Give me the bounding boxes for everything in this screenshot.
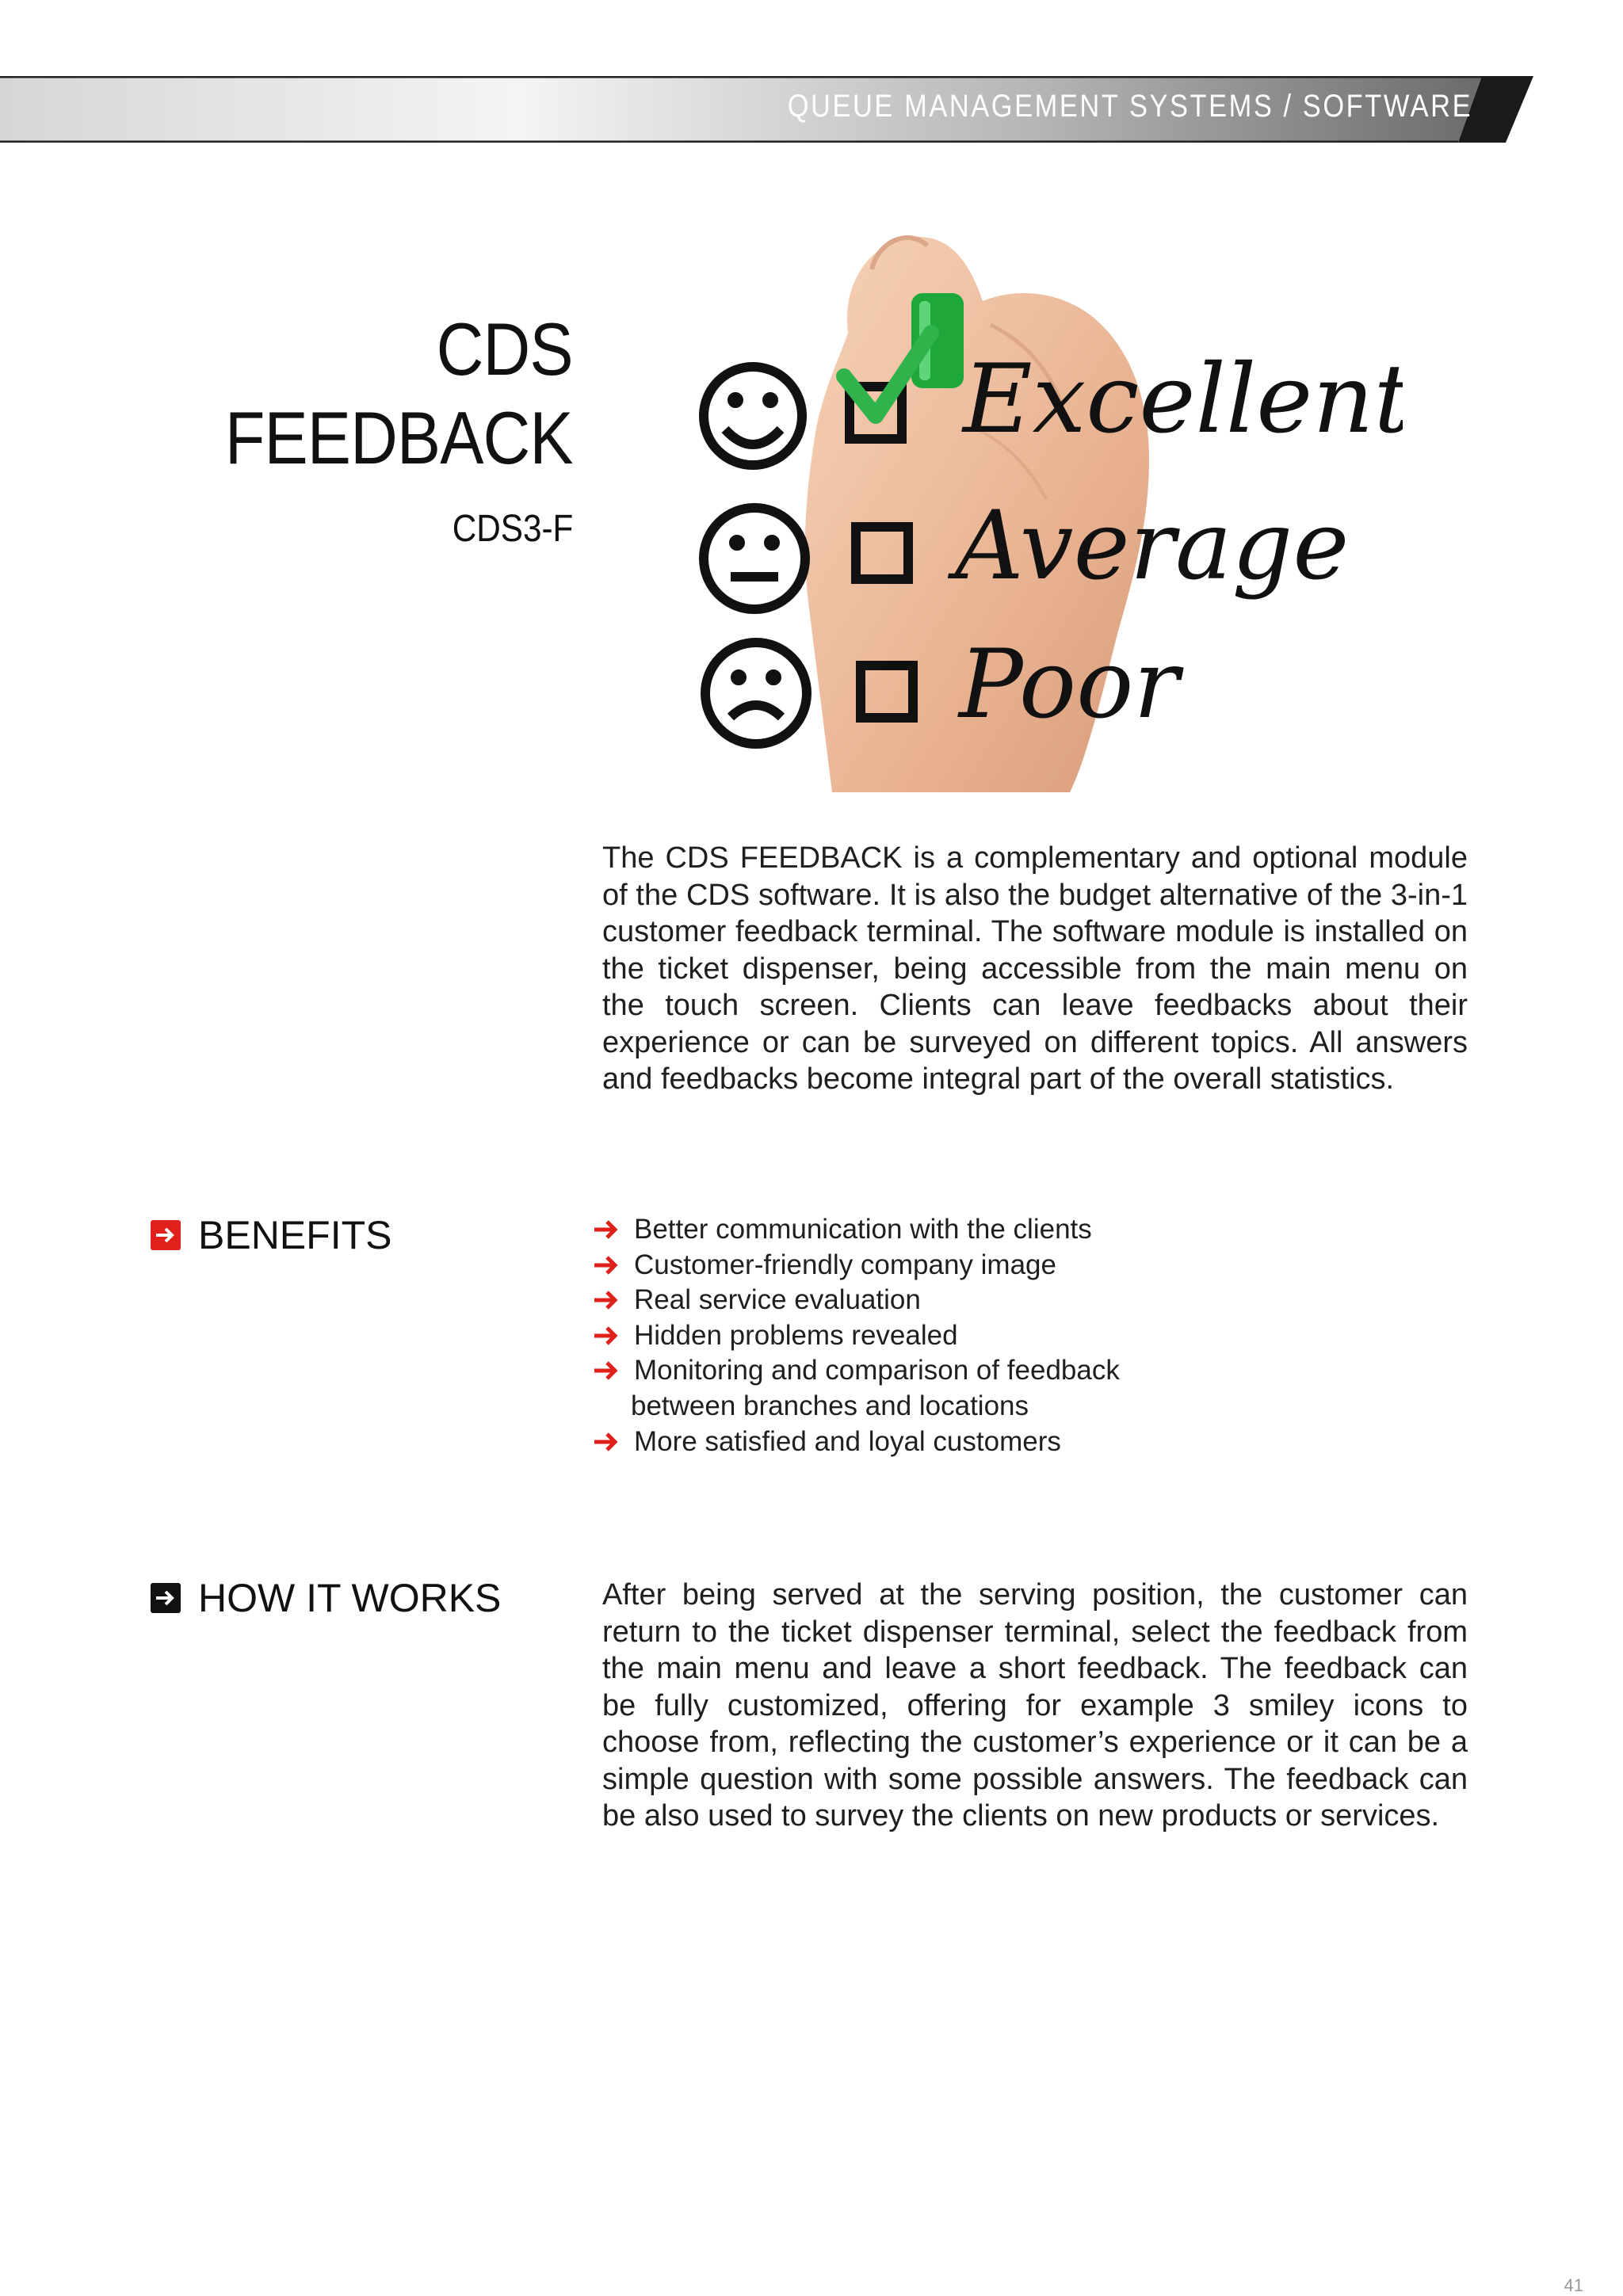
arrow-right-icon [593,1360,620,1382]
arrow-right-icon [593,1219,620,1241]
how-it-works-heading-label: HOW IT WORKS [198,1576,502,1620]
intro-paragraph: The CDS FEEDBACK is a complementary and optional module of the CDS software. It is also the budget alternative of the 3-in-1 customer feedback terminal. The software module is installed on the ticket dispenser, being accessible from the main menu on the touch screen. Clients can leave feedbacks about their experience or can be surveyed on different topics. All answers and feedbacks become integral part of the overall statistics. [602,841,1468,1096]
arrow-right-icon [593,1254,620,1276]
list-item: Hidden problems revealed [593,1318,1120,1354]
product-title-line2: FEEDBACK [225,396,573,479]
arrow-right-icon [593,1431,620,1453]
list-item: Monitoring and comparison of feedback between branches and locations [593,1353,1120,1424]
list-item: Customer-friendly company image [593,1248,1120,1283]
header-title: QUEUE MANAGEMENT SYSTEMS / SOFTWARE [787,89,1472,124]
arrow-right-icon [593,1289,620,1311]
smiley-happy-icon [704,367,802,465]
smiley-sad-icon [705,643,807,744]
how-it-works-paragraph: After being served at the serving position, the customer can return to the ticket dispenser terminal, select the feedback from the main menu and leave a short feedback. The feedback can be fully customized, offering for example 3 smiley icons to choose from, reflecting the customer’s experience or it can be a simple question with some possible answers. The feedback can be also used to survey the clients on new products or services. [602,1578,1468,1833]
product-code: CDS3-F [452,508,573,550]
list-item: Better communication with the clients [593,1212,1120,1248]
list-item: Real service evaluation [593,1283,1120,1318]
option-label: Excellent [963,345,1403,455]
list-item: More satisfied and loyal customers [593,1425,1120,1460]
feedback-illustration [689,222,1403,792]
option-label: Poor [959,630,1179,740]
arrow-right-icon [593,1325,620,1347]
page-number: 41 [1564,2275,1583,2295]
smiley-neutral-icon [704,508,805,609]
benefits-list [593,1212,1120,1459]
arrow-right-icon [151,1220,181,1250]
how-it-works-heading [151,1575,501,1621]
arrow-right-icon [151,1583,181,1613]
product-title [225,305,573,482]
product-title-line1: CDS [436,307,573,391]
option-label: Average [955,491,1350,601]
benefits-heading [151,1212,391,1258]
benefits-heading-label: BENEFITS [198,1213,392,1257]
